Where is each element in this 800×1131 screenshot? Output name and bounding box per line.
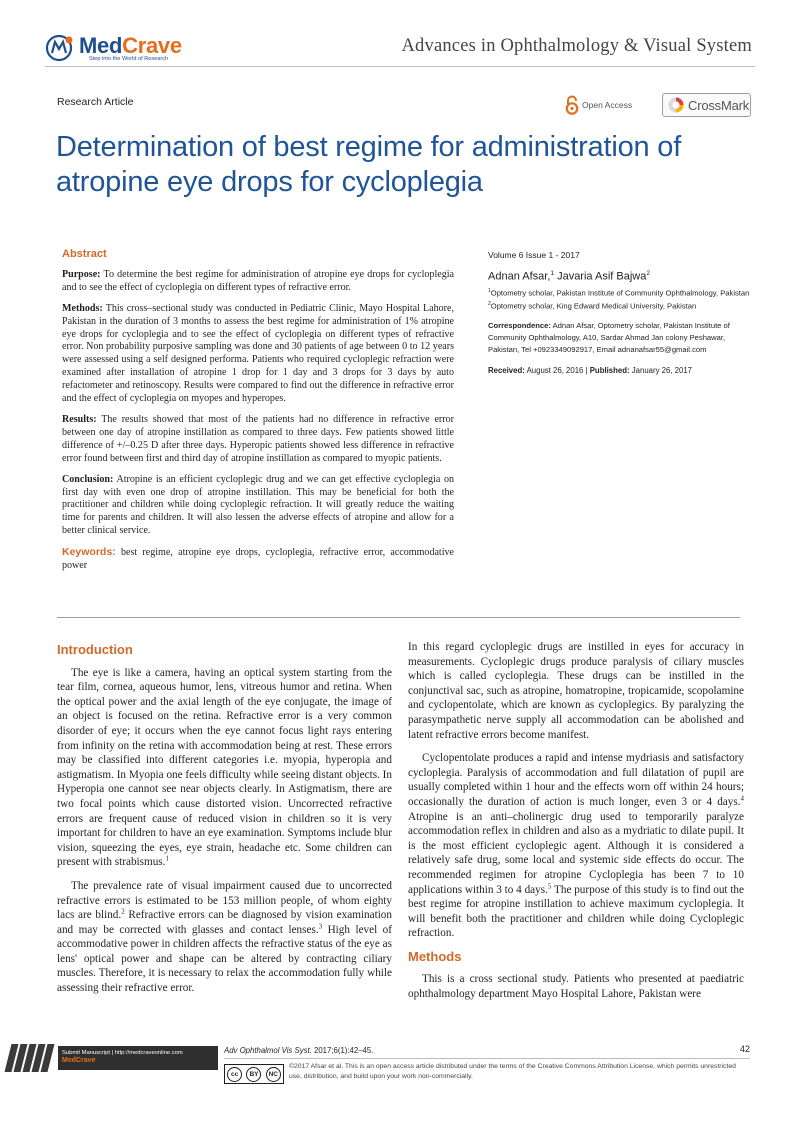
author-1-sup: 1 <box>550 270 555 277</box>
intro-p4-text-c: The purpose of this study is to find out the best regime for atropine instillation to achieve maximum cycloplegia. It will benefit both the practitioner and children while doing Cycloplegic refraction. <box>408 883 744 940</box>
intro-paragraph-1 <box>57 666 392 870</box>
ref-5[interactable]: 5 <box>547 881 552 890</box>
citation <box>224 1046 373 1055</box>
abstract-section <box>62 248 454 581</box>
keywords-label: Keywords: <box>62 546 116 559</box>
license-text: ©2017 Afsar et al. This is an open access article distributed under the terms of the Creative Commons Attribution License, which permits unrestricted use, distribution, and build upon your work non-commercially. <box>289 1063 736 1080</box>
footer-divider <box>224 1058 750 1059</box>
citation-journal: Adv Ophthalmol Vis Syst. <box>224 1046 312 1055</box>
abstract-methods <box>62 303 454 406</box>
abstract-heading: Abstract <box>62 248 107 260</box>
by-icon: BY <box>246 1067 261 1082</box>
article-type: Research Article <box>57 96 134 108</box>
intro-p2-text-a: The prevalence rate of visual impairment caused due to uncorrected refractive errors is estimated to be 153 million people, of whom eighty lacs are blind. <box>57 879 392 922</box>
intro-p4-text-b: Atropine is an anti–cholinergic drug used to temporarily paralyze accommodation reflex in children and also as a mydriatic to dilate pupil. It is the most efficient cycloplegic agent. Although it is considered a relatively safe drug, some local and systemic side effects do occur. The recommended regimen for atropine Cycloplegia has been 7 to 10 applications within 3 to 4 days. <box>408 810 744 896</box>
published-date: January 26, 2017 <box>629 365 693 375</box>
page-number: 42 <box>739 1044 750 1054</box>
affiliation-1-sup: 1 <box>488 287 491 294</box>
received-date: August 26, 2016 | <box>524 365 590 375</box>
intro-p1-text: The eye is like a camera, having an optical system starting from the tear film, cornea, aqueous humor, lens, vitreous humor and retina. When the optical power and the axial length of the eye conjugate, the image of an object is focused on the retina. Refractive error is a very common disorder of eye; it occurs when the eye cannot focus light rays entering from infinity on the retina with accommodation being at rest. These errors may be classified into different categories i.e. myopia, hyperopia and astigmatism. In Myopia one feels difficulty while seeing distant objects. In Hyperopia one cannot see near objects clearly. In Astigmatism, there are two focal points which cause distorted vision. Uncorrected refractive errors are frequent cause of reduced vision in children so it is very important for children to have an eye examination. Symptoms include blur vision, squeezing the eyes, eye strain, headache etc. Some children can present with strabismus. <box>57 666 392 869</box>
methods-text: This cross–sectional study was conducted in Pediatric Clinic, Mayo Hospital Lahore, Pakistan in the duration of 3 months to assess the best regime for administration of 1% atropine eye drops for cycloplegia and to see the effect of cycloplegia on different types of refractive error. Non probability purposive sampling was done and 30 patients of age between 0 to 12 years were assessed using a self designed performa. Patients who required cycloplegic refraction were examined after installation of atropine 1 drop for 1 day and 3 drops for 3 days by auto refactometer and retinoscopy. Results were compared to find out the difference in refractive error and the effect of cycloplegia on myopes and hyperopes. <box>62 302 454 405</box>
article-info-sidebar <box>488 250 753 375</box>
abstract-conclusion <box>62 474 454 539</box>
intro-paragraph-2 <box>57 879 392 996</box>
abstract-keywords <box>62 546 454 573</box>
purpose-text: To determine the best regime for administration of atropine eye drops for cycloplegia and to see the effect of cycloplegia on different types of refractive error. <box>62 268 454 293</box>
open-access-label: Open Access <box>582 100 633 110</box>
crossmark-icon <box>668 97 684 113</box>
methods-label: Methods: <box>62 302 103 314</box>
ref-1[interactable]: 1 <box>165 854 169 863</box>
ref-2[interactable]: 2 <box>121 907 125 916</box>
header-divider <box>45 66 755 67</box>
conclusion-label: Conclusion: <box>62 473 114 485</box>
author-2[interactable]: Javaria Asif Bajwa <box>554 270 647 283</box>
correspondence-text: Adnan Afsar, Optometry scholar, Pakistan Institute of Community Ophthalmology, A10, Sardar Ahmad Jan colony Peshawar, Pakistan, Tel +0923349092917, Email adnanafsar55@gmail.com <box>488 321 730 354</box>
submit-manuscript-box[interactable] <box>58 1046 218 1070</box>
keywords-text: best regime, atropine eye drops, cycloplegia, refractive error, accommodative power <box>62 547 454 572</box>
abstract-purpose <box>62 269 454 295</box>
submit-manuscript-link[interactable]: Submit Manuscript | http://medcraveonline.com <box>62 1050 183 1056</box>
creative-commons-badge[interactable] <box>224 1064 284 1084</box>
article-title: Determination of best regime for administration of atropine eye drops for cycloplegia <box>56 131 682 198</box>
open-access-lock-icon <box>565 95 579 115</box>
intro-p2-text-b: Refractive errors can be diagnosed by vision examination and may be corrected with glasses and contact lenses. <box>57 909 392 936</box>
medcrave-emblem-icon <box>45 34 75 62</box>
introduction-heading: Introduction <box>57 642 133 657</box>
open-access-badge[interactable] <box>565 94 632 116</box>
correspondence-label: Correspondence: <box>488 321 551 331</box>
affiliation-1 <box>488 286 753 299</box>
received-label: Received: <box>488 365 525 375</box>
volume-issue: Volume 6 Issue 1 - 2017 <box>488 250 580 260</box>
crossmark-button[interactable] <box>662 93 751 117</box>
results-label: Results: <box>62 413 97 425</box>
journal-title: Advances in Ophthalmology & Visual System <box>401 36 752 56</box>
crossmark-label: CrossMark <box>688 97 750 113</box>
abstract-results <box>62 414 454 466</box>
body-right-column <box>408 640 744 1011</box>
citation-details: 2017;6(1):42–45. <box>311 1046 374 1055</box>
author-2-sup: 2 <box>646 270 650 277</box>
results-text: The results showed that most of the patients had no difference in refractive error between one day of atropine instillation as compared to three days. Few patients showed little difference of +/–0.25 D after three days. Hyperopic patients showed less difference in refractive error found between first and third day of atropine instillation as compared to myopic patients. <box>62 413 454 464</box>
intro-p2-text-c: High level of accommodative power in children affects the refractive status of the eye as lens' optical power and shape can be altered by contracting ciliary muscles. Therefore, it is necessary to relax the accommodation fully while assessing their refractive error. <box>57 923 393 995</box>
intro-paragraph-3: In this regard cycloplegic drugs are instilled in eyes for accuracy in measurements. Cycloplegic drugs produce paralysis of ciliary muscles which is called cycloplegia. These drugs can be instilled in the conjunctival sac, such as atropine, homatropine, tropicamide, scopolamine and cyclopentolate, which are known as cycloplegics. By paralyzing the parasympathetic nerve supply all accommodation can be abolished and latent refractive errors become manifest. <box>408 641 744 741</box>
affiliation-2-text: Optometry scholar, King Edward Medical University, Pakistan <box>490 301 697 311</box>
brand-tagline: Step into the World of Research <box>89 56 169 62</box>
nc-icon: NC <box>266 1067 281 1082</box>
affiliation-2-sup: 2 <box>488 300 491 307</box>
correspondence <box>488 320 753 355</box>
medcrave-logo[interactable] <box>45 34 205 66</box>
published-label: Published: <box>589 365 630 375</box>
authors <box>488 270 753 283</box>
affiliation-1-text: Optometry scholar, Pakistan Institute of Community Ophthalmology, Pakistan <box>490 288 750 298</box>
intro-p4-text-a: Cyclopentolate produces a rapid and intense mydriasis and satisfactory cycloplegia. Paralysis of accommodation and full dilatation of pupil are usually completed within 1 hour and the effects worn off within 24 hours; occasionally the duration of action is much longer, even 3 or 4 days. <box>408 752 744 808</box>
footer-brand: MedCrave <box>62 1057 96 1064</box>
ref-3[interactable]: 3 <box>318 921 323 930</box>
body-left-column <box>57 643 392 1005</box>
brand-crave: Crave <box>122 33 182 58</box>
intro-paragraph-4 <box>408 751 744 941</box>
purpose-label: Purpose: <box>62 268 101 280</box>
article-dates <box>488 366 753 375</box>
methods-paragraph-1: This is a cross sectional study. Patients who presented at paediatric ophthalmology department Mayo Hospital Lahore, Pakistan were <box>408 973 744 1001</box>
cc-icon: cc <box>227 1067 242 1082</box>
abstract-divider <box>57 617 740 618</box>
methods-heading: Methods <box>408 948 462 964</box>
footer-stripes <box>8 1044 60 1072</box>
conclusion-text: Atropine is an efficient cycloplegic drug and we can get effective cycloplegia on first day with even one drop of atropine instillation. This may be beneficial for both the practitioner and children while doing cycloplegic refraction. It will greatly reduce the waiting time for parents and children. It will also lessen the adverse effects of atropine and allow for a better clinical service. <box>62 473 454 537</box>
brand-med: Med <box>79 33 123 58</box>
author-1[interactable]: Adnan Afsar, <box>488 270 551 283</box>
ref-4[interactable]: 4 <box>740 794 744 803</box>
affiliation-2 <box>488 299 753 312</box>
